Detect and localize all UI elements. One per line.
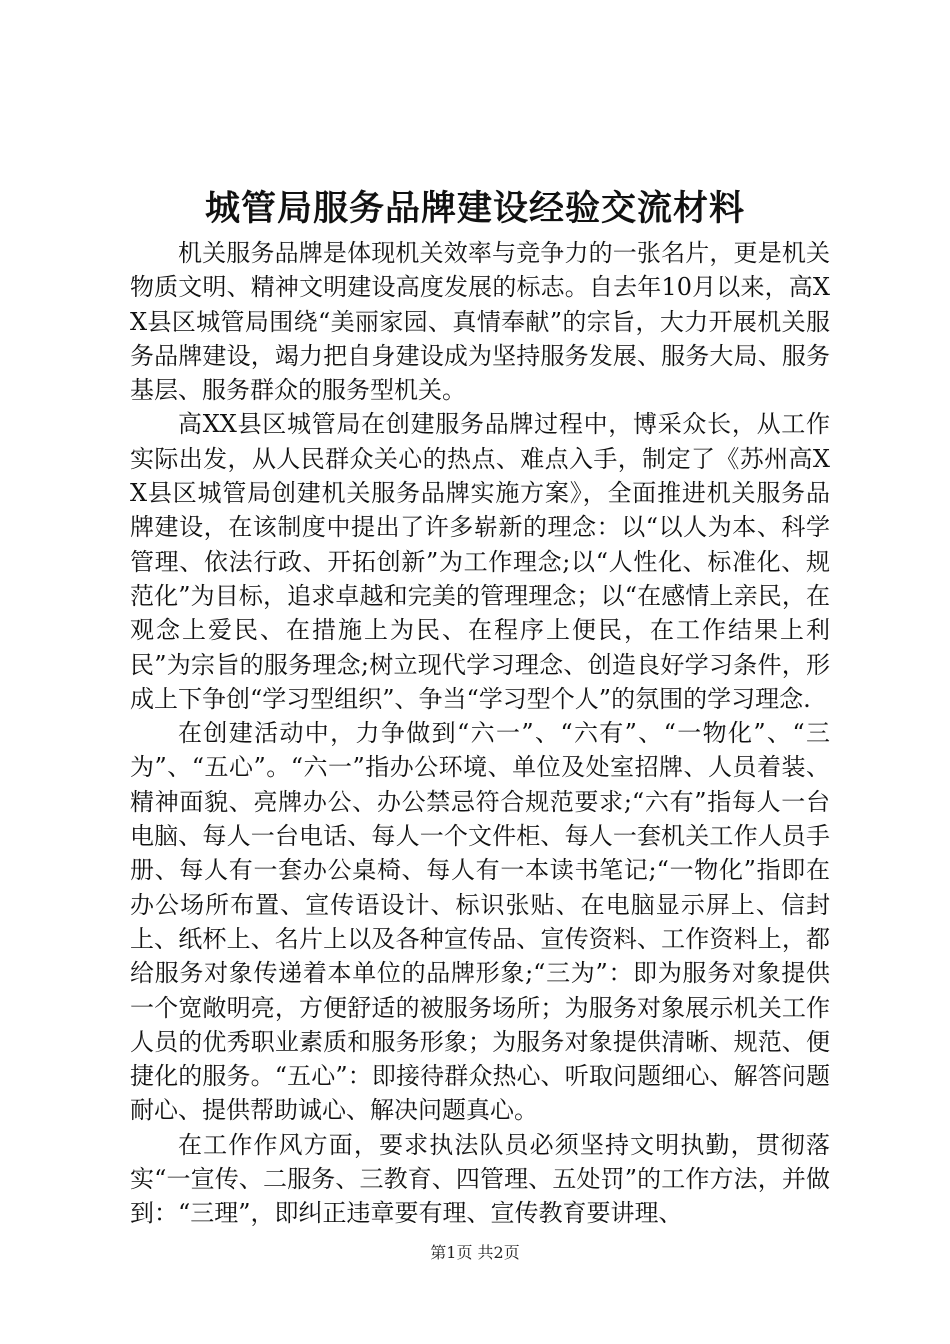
paragraph-intro: 机关服务品牌是体现机关效率与竞争力的一张名片，更是机关物质文明、精神文明建设高度发展的标志。自去年10月以来，高XX县区城管局围绕“美丽家园、真情奉献”的宗旨，大力开展机关服务品牌建设，竭力把自身建设成为坚持服务发展、服务大局、服务基层、服务群众的服务型机关。 bbox=[130, 239, 830, 405]
document-body bbox=[130, 236, 830, 1231]
document-title: 城管局服务品牌建设经验交流材料 bbox=[204, 188, 745, 229]
paragraph-concepts: 高XX县区城管局在创建服务品牌过程中，博采众长，从工作实际出发，从人民群众关心的热点、难点入手，制定了《苏州高XX县区城管局创建机关服务品牌实施方案》，全面推进机关服务品牌建设，在该制度中提出了许多崭新的理念：以“以人为本、科学管理、依法行政、开拓创新”为工作理念;以“人性化、标准化、规范化”为目标，追求卓越和完美的管理理念；以“在感情上亲民，在观念上爱民、在措施上为民、在程序上便民，在工作结果上利民”为宗旨的服务理念;树立现代学习理念、创造良好学习条件，形成上下争创“学习型组织”、争当“学习型个人”的氛围的学习理念. bbox=[130, 410, 830, 713]
paragraph-work-style: 在工作作风方面，要求执法队员必须坚持文明执勤，贯彻落实“一宣传、二服务、三教育、四管理、五处罚”的工作方法，并做到：“三理”，即纠正违章要有理、宣传教育要讲理、 bbox=[130, 1130, 830, 1228]
page-number-footer: 第1页 共2页 bbox=[430, 1243, 520, 1262]
paragraph-activities: 在创建活动中，力争做到“六一”、“六有”、“一物化”、“三为”、“五心”。“六一”指办公环境、单位及处室招牌、人员着装、精神面貌、亮牌办公、办公禁忌符合规范要求;“六有”指每人一台电脑、每人一台电话、每人一个文件柜、每人一套机关工作人员手册、每人有一套办公桌椅、每人有一本读书笔记;“一物化”指即在办公场所布置、宣传语设计、标识张贴、在电脑显示屏上、信封上、纸杯上、名片上以及各种宣传品、宣传资料、工作资料上，都给服务对象传递着本单位的品牌形象;“三为”：即为服务对象提供一个宽敞明亮，方便舒适的被服务场所；为服务对象展示机关工作人员的优秀职业素质和服务形象；为服务对象提供清晰、规范、便捷化的服务。“五心”：即接待群众热心、听取问题细心、解答问题耐心、提供帮助诚心、解决问题真心。 bbox=[130, 719, 830, 1125]
